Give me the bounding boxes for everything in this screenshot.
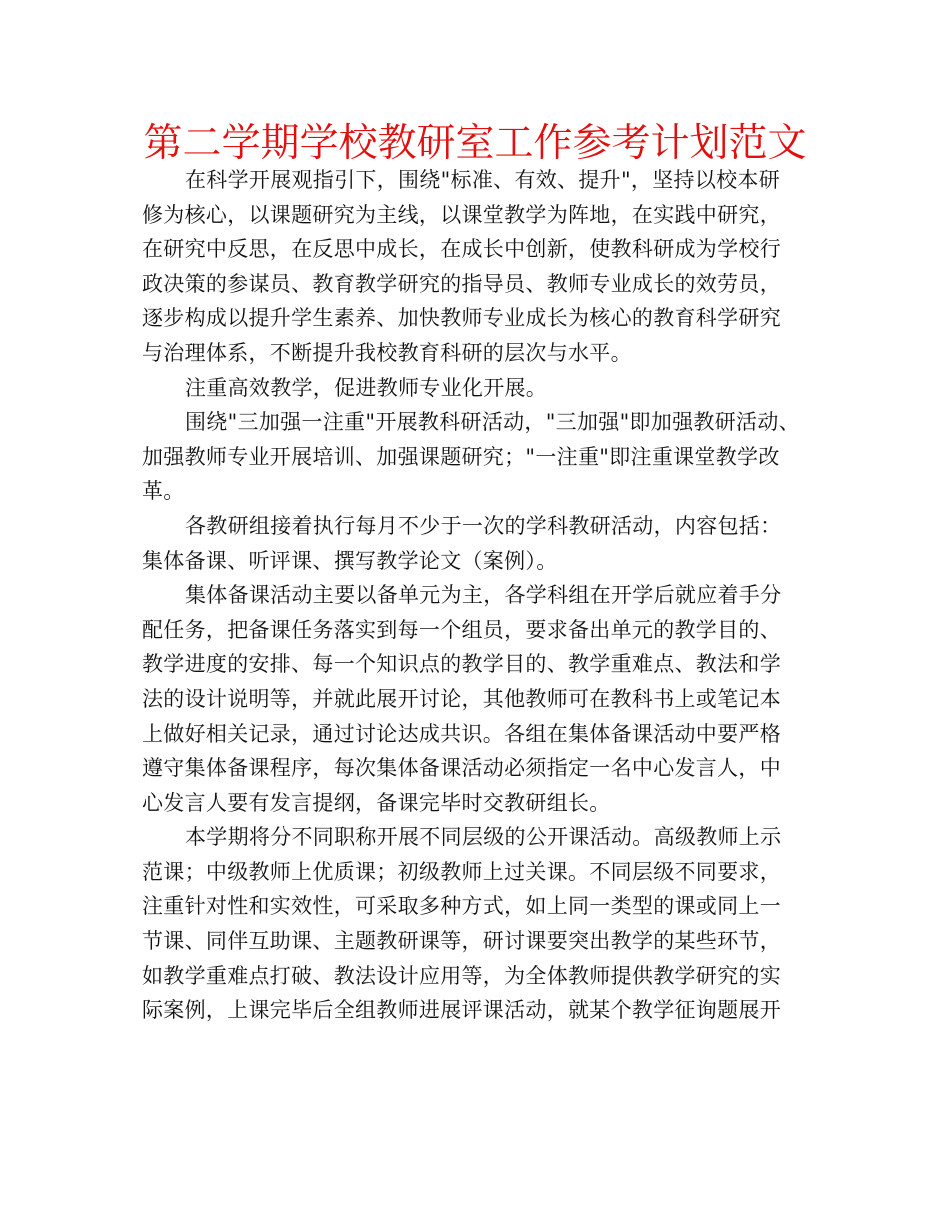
text-line: 集体备课活动主要以备单元为主，各学科组在开学后就应着手分 (185, 583, 782, 608)
text-line: 心发言人要有发言提纲，备课完毕时交教研组长。 (142, 790, 611, 815)
text-line: 范课；中级教师上优质课；初级教师上过关课。不同层级不同要求， (142, 859, 781, 884)
text-line: 修为核心，以课题研究为主线，以课堂教学为阵地，在实践中研究， (142, 202, 781, 227)
text-line: 法的设计说明等，并就此展开讨论，其他教师可在教科书上或笔记本 (142, 686, 781, 711)
text-line: 配任务，把备课任务落实到每一个组员，要求备出单元的教学目的、 (142, 617, 781, 642)
text-line: 节课、同伴互助课、主题教研课等，研讨课要突出教学的某些环节， (142, 929, 781, 954)
text-line: 本学期将分不同职称开展不同层级的公开课活动。高级教师上示 (185, 825, 782, 850)
text-line: 上做好相关记录，通过讨论达成共识。各组在集体备课活动中要严格 (142, 721, 781, 746)
text-line: 注重高效教学，促进教师专业化开展。 (185, 375, 548, 400)
document-body (142, 163, 812, 1028)
text-line: 如教学重难点打破、教法设计应用等，为全体教师提供教学研究的实 (142, 963, 781, 988)
text-line: 与治理体系，不断提升我校教育科研的层次与水平。 (142, 340, 632, 365)
text-line: 际案例，上课完毕后全组教师进展评课活动，就某个教学征询题展开 (142, 998, 781, 1023)
text-line: 政决策的参谋员、教育教学研究的指导员、教师专业成长的效劳员， (142, 271, 781, 296)
text-line: 注重针对性和实效性，可采取多种方式，如上同一类型的课或同上一 (142, 894, 781, 919)
text-line: 逐步构成以提升学生素养、加快教师专业成长为核心的教育科学研究 (142, 306, 781, 331)
document-title: 第二学期学校教研室工作参考计划范文 (143, 121, 807, 166)
text-line: 各教研组接着执行每月不少于一次的学科教研活动，内容包括： (185, 513, 782, 538)
text-line: 加强教师专业开展培训、加强课题研究；"一注重"即注重课堂教学改 (142, 444, 780, 469)
text-line: 在研究中反思，在反思中成长，在成长中创新，使教科研成为学校行 (142, 237, 781, 262)
text-line: 革。 (142, 479, 185, 504)
text-line: 在科学开展观指引下，围绕"标准、有效、提升"，坚持以校本研 (185, 168, 781, 192)
text-line: 围绕"三加强一注重"开展教科研活动，"三加强"即加强教研活动、 (185, 410, 800, 435)
text-line: 教学进度的安排、每一个知识点的教学目的、教学重难点、教法和学 (142, 652, 781, 677)
text-line: 集体备课、听评课、撰写教学论文（案例）。 (142, 548, 558, 573)
text-line: 遵守集体备课程序，每次集体备课活动必须指定一名中心发言人，中 (142, 756, 781, 781)
